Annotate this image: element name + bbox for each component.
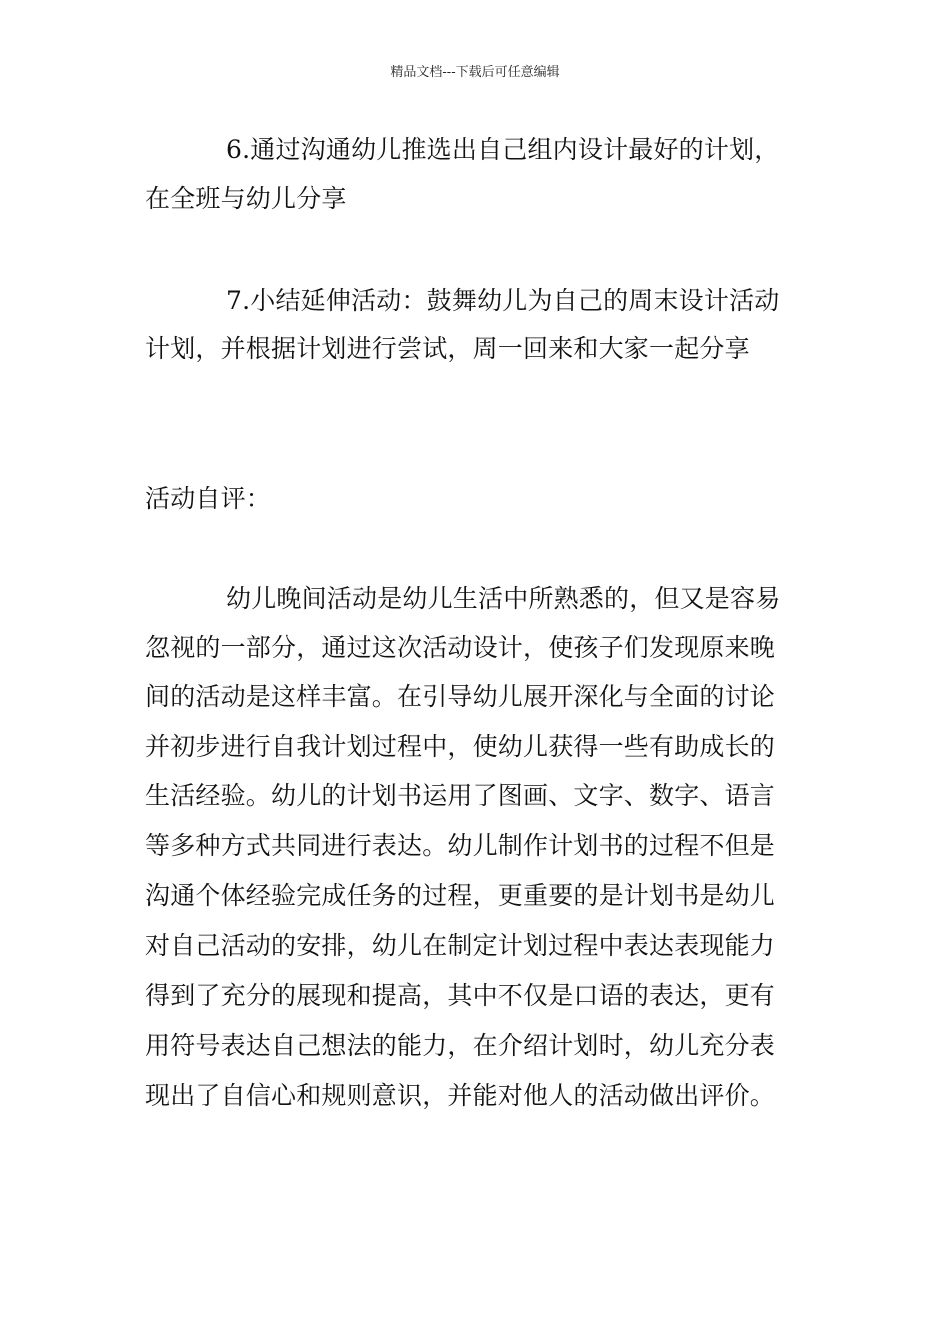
paragraph-line: 沟通个体经验完成任务的过程，更重要的是计划书是幼儿 [145,881,776,910]
section-heading: 活动自评： [145,484,272,513]
paragraph-line: 用符号表达自己想法的能力，在介绍计划时，幼儿充分表 [145,1031,776,1060]
paragraph-line: 间的活动是这样丰富。在引导幼儿展开深化与全面的讨论 [145,682,776,711]
list-item-6-line-2: 在全班与幼儿分享 [145,184,347,213]
list-item-7-line-2: 计划，并根据计划进行尝试，周一回来和大家一起分享 [145,334,750,363]
paragraph-line: 对自己活动的安排，幼儿在制定计划过程中表达表现能力 [145,931,776,960]
paragraph-line: 并初步进行自我计划过程中，使幼儿获得一些有助成长的 [145,732,776,761]
paragraph-line: 现出了自信心和规则意识，并能对他人的活动做出评价。 [145,1081,776,1110]
list-item-6-line-1 [226,134,779,166]
page-header: 精品文档---下载后可任意编辑 [390,65,560,80]
paragraph-line: 幼儿晚间活动是幼儿生活中所熟悉的，但又是容易 [226,584,781,613]
paragraph-line: 生活经验。幼儿的计划书运用了图画、文字、数字、语言 [145,781,776,810]
list-item-text: 通过沟通幼儿推选出自己组内设计最好的计划， [250,135,780,164]
paragraph-line: 等多种方式共同进行表达。幼儿制作计划书的过程不但是 [145,831,776,860]
list-item-number: 7. [226,286,251,315]
list-item-text: 小结延伸活动：鼓舞幼儿为自己的周末设计活动 [250,286,780,315]
list-item-number: 6. [226,135,251,164]
paragraph-line: 忽视的一部分，通过这次活动设计，使孩子们发现原来晚 [145,633,776,662]
paragraph-line: 得到了充分的展现和提高，其中不仅是口语的表达，更有 [145,981,776,1010]
list-item-7-line-1 [226,285,779,317]
